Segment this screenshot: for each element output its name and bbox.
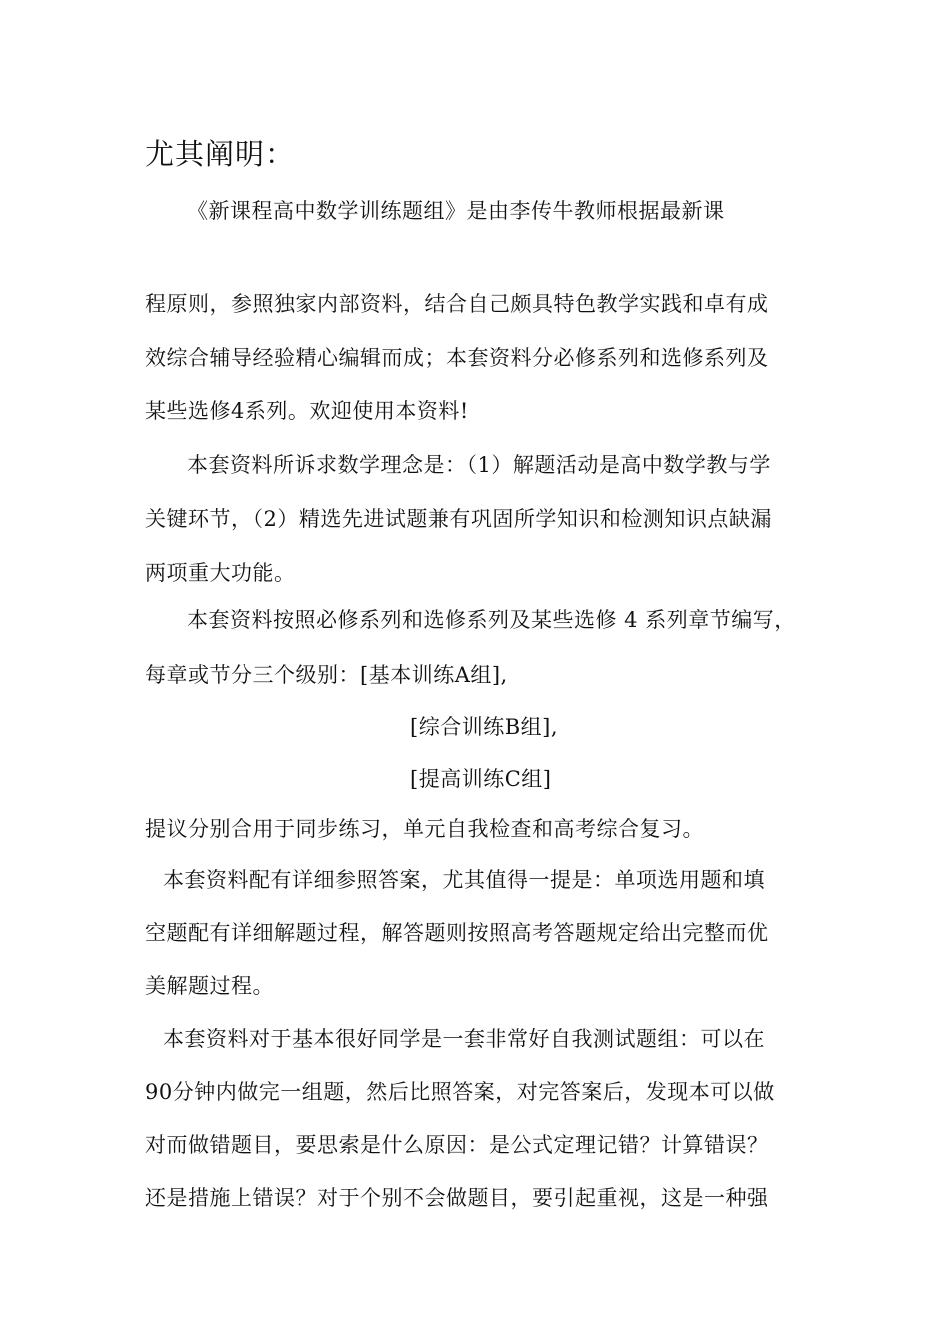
text-line: 每章或节分三个级别：[基本训练A组], (145, 663, 508, 687)
text-line: 90分钟内做完一组题，然后比照答案，对完答案后，发现本可以做 (145, 1080, 775, 1104)
page-heading: 尤其阐明： (145, 137, 296, 171)
text-line: 《新课程高中数学训练题组》是由李传牛教师根据最新课 (187, 199, 725, 223)
text-line: 本套资料配有详细参照答案，尤其值得一提是：单项选用题和填 (163, 868, 765, 892)
text-line: 空题配有详细解题过程，解答题则按照高考答题规定给出完整而优 (145, 921, 769, 945)
text-line: 对而做错题目，要思索是什么原因：是公式定理记错？计算错误？ (145, 1133, 769, 1157)
text-line: [综合训练B组], (410, 715, 558, 739)
text-line: 两项重大功能。 (145, 561, 296, 585)
text-line: 关键环节，（2）精选先进试题兼有巩固所学知识和检测知识点缺漏 (145, 507, 772, 531)
text-line: 美解题过程。 (145, 974, 274, 998)
text-line: 还是措施上错误？对于个别不会做题目，要引起重视，这是一种强 (145, 1186, 769, 1210)
text-line: 某些选修4系列。欢迎使用本资料! (145, 399, 469, 423)
text-line: 本套资料按照必修系列和选修系列及某些选修 4 系列章节编写， (187, 608, 796, 632)
text-line: 本套资料对于基本很好同学是一套非常好自我测试题组：可以在 (163, 1027, 765, 1051)
text-line: 程原则，参照独家内部资料，结合自己颇具特色教学实践和卓有成 (145, 292, 769, 316)
text-line: 效综合辅导经验精心编辑而成；本套资料分必修系列和选修系列及 (145, 346, 769, 370)
text-line: [提高训练C组] (410, 767, 552, 791)
text-line: 提议分别合用于同步练习，单元自我检查和高考综合复习。 (145, 817, 704, 841)
text-line: 本套资料所诉求数学理念是：（1）解题活动是高中数学教与学 (187, 453, 771, 477)
